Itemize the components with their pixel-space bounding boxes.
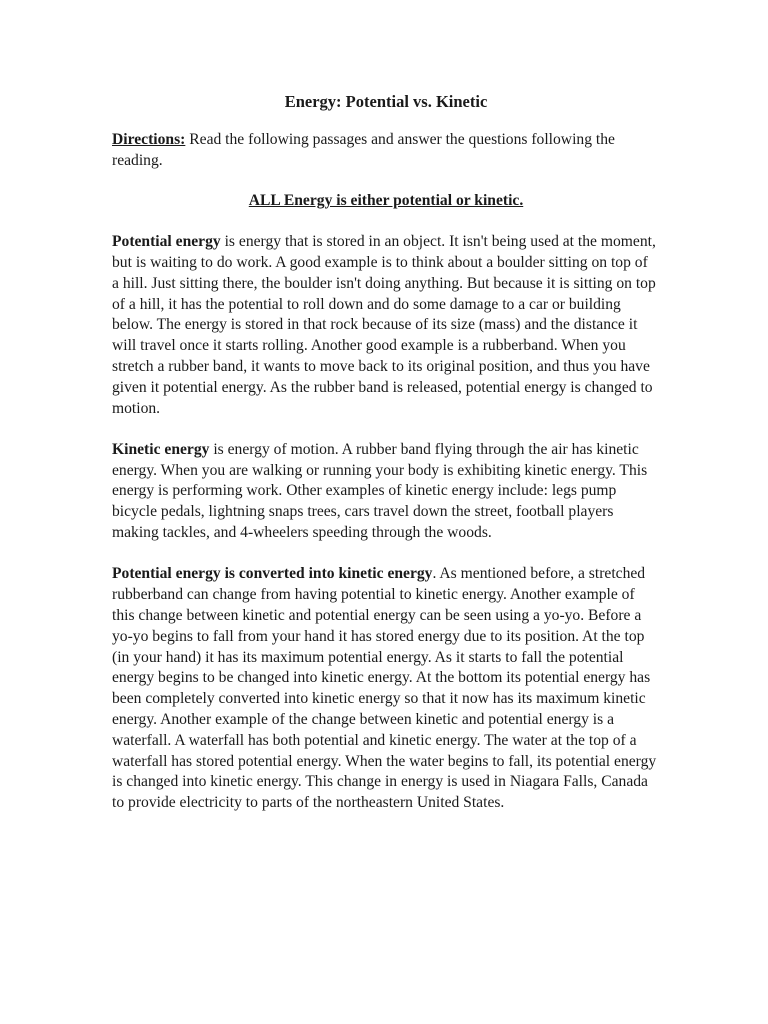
directions-label: Directions:	[112, 130, 186, 148]
paragraph-kinetic-energy	[112, 440, 658, 544]
paragraph-potential-energy	[112, 232, 658, 419]
document-title: Energy: Potential vs. Kinetic	[284, 92, 488, 111]
paragraph-lead: Potential energy is converted into kinetic energy	[112, 565, 433, 583]
paragraph-energy-conversion	[112, 564, 658, 814]
paragraph-lead: Kinetic energy	[112, 440, 210, 458]
document-page	[112, 92, 658, 834]
directions	[112, 130, 658, 172]
paragraph-text: is energy of motion. A rubber band flying through the air has kinetic energy. When you are walking or running your body is exhibiting kinetic energy. This energy is performing work. Other examples of kinetic energy include: legs pump bicycle pedals, lightning snaps trees, cars travel down the street, football players making tackles, and 4-wheelers speeding through the woods.	[112, 440, 648, 542]
directions-text: Read the following passages and answer the questions following the reading.	[112, 130, 615, 169]
paragraph-lead: Potential energy	[112, 233, 221, 251]
section-subtitle: ALL Energy is either potential or kinetic.	[248, 192, 524, 210]
paragraph-text: is energy that is stored in an object. It isn't being used at the moment, but is waiting to do work. A good example is to think about a boulder sitting on top of a hill. Just sitting there, the boulder isn't doing anything. But because it is sitting on top of a hill, it has the potential to roll down and do some damage to a car or building below. The energy is stored in that rock because of its size (mass) and the distance it will travel once it starts rolling. Another good example is a rubberband. When you stretch a rubber band, it wants to move back to its original position, and thus you have given it potential energy. As the rubber band is released, potential energy is changed to motion.	[112, 233, 656, 417]
paragraph-text: . As mentioned before, a stretched rubberband can change from having potential to kinetic energy. Another example of this change between kinetic and potential energy can be seen using a yo-yo. Before a yo-yo begins to fall from your hand it has stored energy due to its position. At the top (in your hand) it has its maximum potential energy. As it starts to fall the potential energy begins to be changed into kinetic energy. At the bottom its potential energy has been completely converted into kinetic energy so that it now has its maximum kinetic energy. Another example of the change between kinetic and potential energy is a waterfall. A waterfall has both potential and kinetic energy. The water at the top of a waterfall has stored potential energy. When the water begins to fall, its potential energy is changed into kinetic energy. This change in energy is used in Niagara Falls, Canada to provide electricity to parts of the northeastern United States.	[112, 565, 657, 812]
